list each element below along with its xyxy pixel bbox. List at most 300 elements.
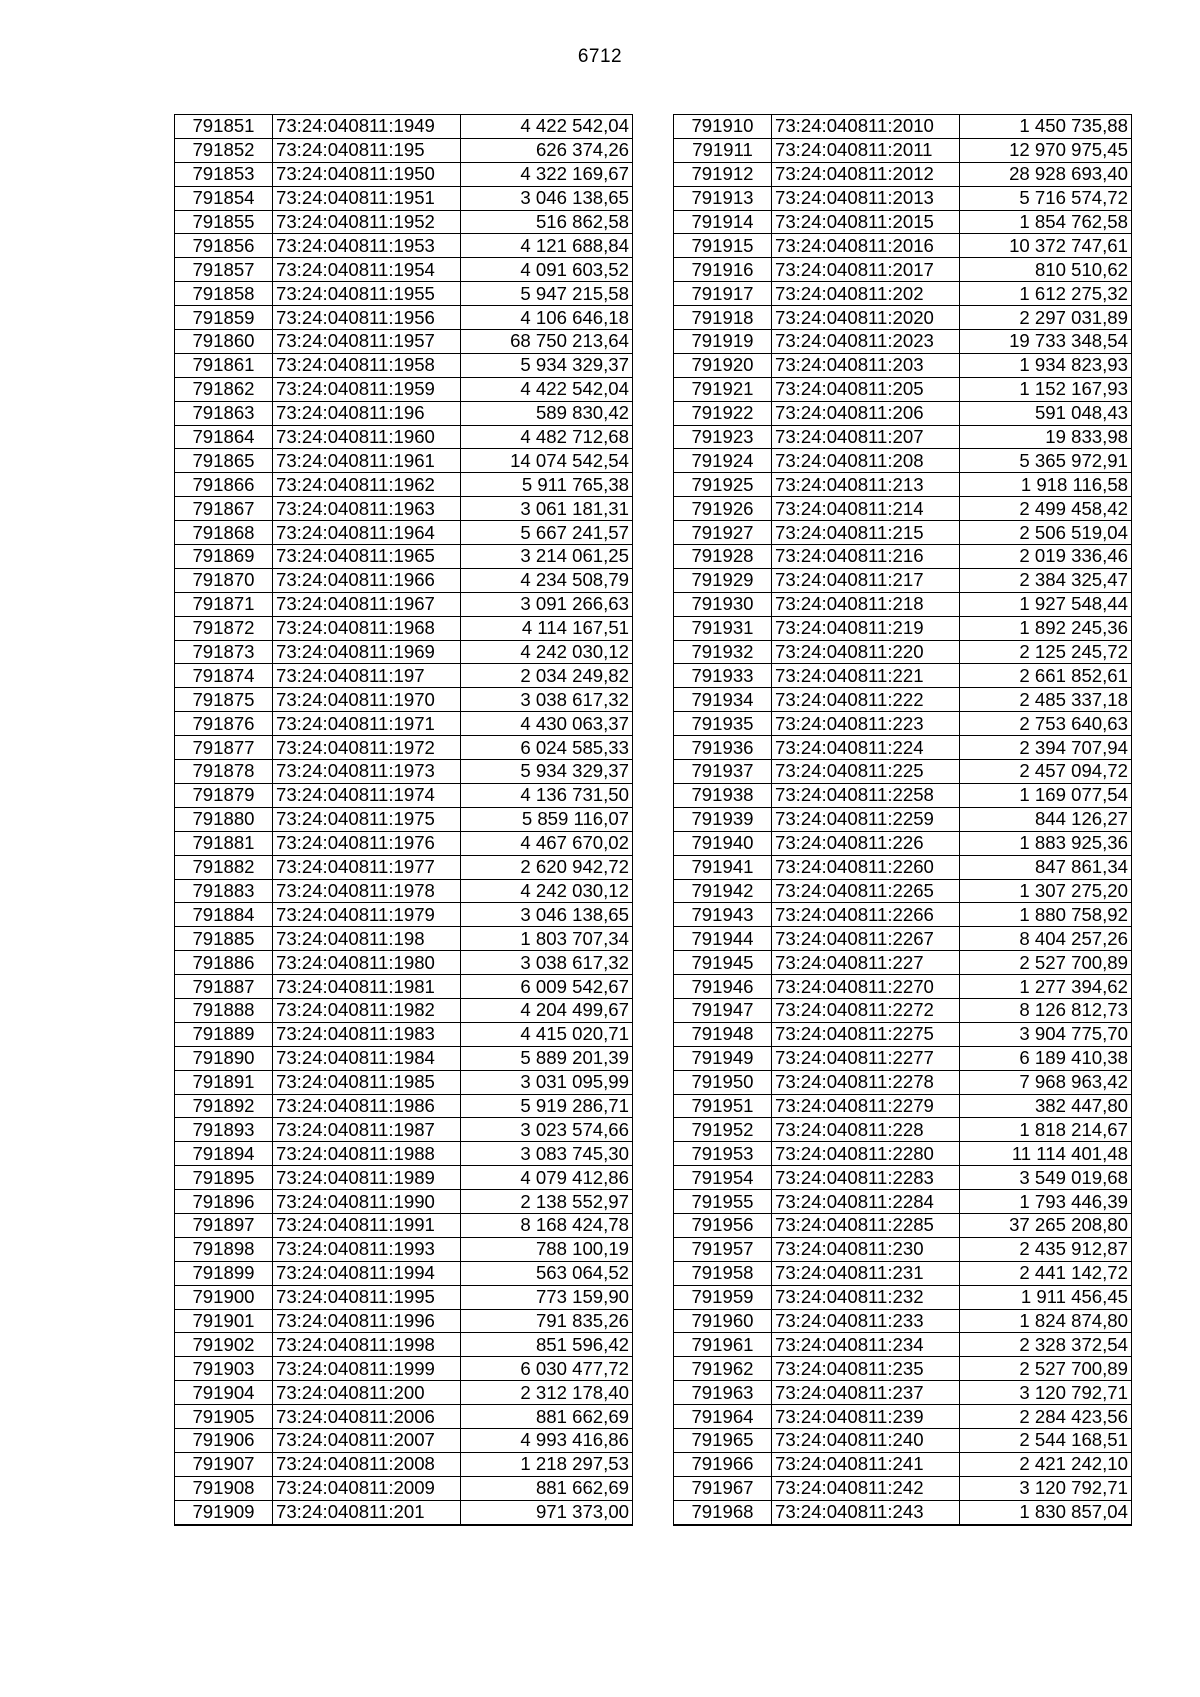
table-row: [674, 1070, 1132, 1094]
value-cell: 4 204 499,67: [461, 998, 633, 1022]
cadastral-number-cell: 73:24:040811:2011: [772, 138, 960, 162]
cadastral-number-cell: 73:24:040811:1973: [273, 760, 461, 784]
cadastral-number-cell: 73:24:040811:2020: [772, 306, 960, 330]
table-row: [674, 998, 1132, 1022]
row-number-cell: 791928: [674, 545, 772, 569]
table-row: [674, 1142, 1132, 1166]
row-number-cell: 791907: [175, 1452, 273, 1476]
table-row: [674, 234, 1132, 258]
value-cell: 8 126 812,73: [960, 998, 1132, 1022]
row-number-cell: 791914: [674, 210, 772, 234]
table-row: [674, 1309, 1132, 1333]
row-number-cell: 791891: [175, 1070, 273, 1094]
value-cell: 2 297 031,89: [960, 306, 1132, 330]
cadastral-number-cell: 73:24:040811:1988: [273, 1142, 461, 1166]
table-row: [175, 1333, 633, 1357]
row-number-cell: 791924: [674, 449, 772, 473]
cadastral-number-cell: 73:24:040811:197: [273, 664, 461, 688]
value-cell: 3 091 266,63: [461, 592, 633, 616]
table-row: [674, 115, 1132, 139]
row-number-cell: 791878: [175, 760, 273, 784]
table-row: [175, 282, 633, 306]
table-row: [175, 138, 633, 162]
value-cell: 1 169 077,54: [960, 783, 1132, 807]
value-cell: 3 120 792,71: [960, 1476, 1132, 1500]
table-row: [674, 401, 1132, 425]
cadastral-number-cell: 73:24:040811:1950: [273, 162, 461, 186]
cadastral-number-cell: 73:24:040811:2272: [772, 998, 960, 1022]
row-number-cell: 791874: [175, 664, 273, 688]
table-row: [674, 640, 1132, 664]
row-number-cell: 791884: [175, 903, 273, 927]
row-number-cell: 791872: [175, 616, 273, 640]
table-row: [175, 306, 633, 330]
row-number-cell: 791896: [175, 1190, 273, 1214]
row-number-cell: 791956: [674, 1213, 772, 1237]
cadastral-number-cell: 73:24:040811:1972: [273, 736, 461, 760]
table-row: [674, 927, 1132, 951]
table-row: [175, 1166, 633, 1190]
table-row: [175, 258, 633, 282]
value-cell: 4 106 646,18: [461, 306, 633, 330]
value-cell: 5 911 765,38: [461, 473, 633, 497]
cadastral-number-cell: 73:24:040811:2258: [772, 783, 960, 807]
row-number-cell: 791908: [175, 1476, 273, 1500]
value-cell: 516 862,58: [461, 210, 633, 234]
value-cell: 5 667 241,57: [461, 521, 633, 545]
cadastral-number-cell: 73:24:040811:234: [772, 1333, 960, 1357]
row-number-cell: 791967: [674, 1476, 772, 1500]
table-row: [674, 1190, 1132, 1214]
cadastral-number-cell: 73:24:040811:215: [772, 521, 960, 545]
cadastral-number-cell: 73:24:040811:206: [772, 401, 960, 425]
cadastral-number-cell: 73:24:040811:216: [772, 545, 960, 569]
value-cell: 5 889 201,39: [461, 1046, 633, 1070]
table-row: [175, 592, 633, 616]
row-number-cell: 791929: [674, 568, 772, 592]
row-number-cell: 791879: [175, 783, 273, 807]
value-cell: 3 083 745,30: [461, 1142, 633, 1166]
table-row: [674, 1213, 1132, 1237]
value-cell: 2 499 458,42: [960, 497, 1132, 521]
table-row: [674, 449, 1132, 473]
table-row: [175, 688, 633, 712]
cadastral-number-cell: 73:24:040811:201: [273, 1500, 461, 1524]
value-cell: 591 048,43: [960, 401, 1132, 425]
value-cell: 3 046 138,65: [461, 186, 633, 210]
value-cell: 4 242 030,12: [461, 879, 633, 903]
cadastral-number-cell: 73:24:040811:220: [772, 640, 960, 664]
row-number-cell: 791913: [674, 186, 772, 210]
cadastral-number-cell: 73:24:040811:1952: [273, 210, 461, 234]
value-cell: 1 818 214,67: [960, 1118, 1132, 1142]
cadastral-number-cell: 73:24:040811:1955: [273, 282, 461, 306]
value-cell: 1 934 823,93: [960, 353, 1132, 377]
cadastral-number-cell: 73:24:040811:1986: [273, 1094, 461, 1118]
cadastral-number-cell: 73:24:040811:228: [772, 1118, 960, 1142]
value-cell: 5 934 329,37: [461, 760, 633, 784]
row-number-cell: 791877: [175, 736, 273, 760]
table-row: [175, 115, 633, 139]
row-number-cell: 791962: [674, 1357, 772, 1381]
cadastral-number-cell: 73:24:040811:2016: [772, 234, 960, 258]
table-row: [674, 1428, 1132, 1452]
cadastral-number-cell: 73:24:040811:1977: [273, 855, 461, 879]
value-cell: 2 394 707,94: [960, 736, 1132, 760]
row-number-cell: 791966: [674, 1452, 772, 1476]
value-cell: 3 904 775,70: [960, 1022, 1132, 1046]
value-cell: 3 038 617,32: [461, 951, 633, 975]
table-row: [175, 760, 633, 784]
value-cell: 2 457 094,72: [960, 760, 1132, 784]
table-row: [175, 616, 633, 640]
cadastral-number-cell: 73:24:040811:1995: [273, 1285, 461, 1309]
value-cell: 6 030 477,72: [461, 1357, 633, 1381]
table-row: [175, 473, 633, 497]
row-number-cell: 791955: [674, 1190, 772, 1214]
cadastral-number-cell: 73:24:040811:213: [772, 473, 960, 497]
row-number-cell: 791880: [175, 807, 273, 831]
row-number-cell: 791865: [175, 449, 273, 473]
table-row: [674, 760, 1132, 784]
row-number-cell: 791932: [674, 640, 772, 664]
value-cell: 12 970 975,45: [960, 138, 1132, 162]
row-number-cell: 791871: [175, 592, 273, 616]
cadastral-number-cell: 73:24:040811:1993: [273, 1237, 461, 1261]
table-row: [175, 640, 633, 664]
row-number-cell: 791918: [674, 306, 772, 330]
table-row: [175, 855, 633, 879]
table-row: [175, 1118, 633, 1142]
table-row: [175, 1046, 633, 1070]
cadastral-number-cell: 73:24:040811:232: [772, 1285, 960, 1309]
value-cell: 1 911 456,45: [960, 1285, 1132, 1309]
row-number-cell: 791945: [674, 951, 772, 975]
row-number-cell: 791866: [175, 473, 273, 497]
cadastral-number-cell: 73:24:040811:2280: [772, 1142, 960, 1166]
cadastral-number-cell: 73:24:040811:195: [273, 138, 461, 162]
cadastral-number-cell: 73:24:040811:2285: [772, 1213, 960, 1237]
row-number-cell: 791853: [175, 162, 273, 186]
cadastral-number-cell: 73:24:040811:2284: [772, 1190, 960, 1214]
cadastral-number-cell: 73:24:040811:2283: [772, 1166, 960, 1190]
value-cell: 844 126,27: [960, 807, 1132, 831]
page-number: 6712: [577, 46, 623, 67]
row-number-cell: 791927: [674, 521, 772, 545]
value-cell: 28 928 693,40: [960, 162, 1132, 186]
value-cell: 3 046 138,65: [461, 903, 633, 927]
value-cell: 2 661 852,61: [960, 664, 1132, 688]
table-row: [674, 1285, 1132, 1309]
cadastral-number-cell: 73:24:040811:2277: [772, 1046, 960, 1070]
table-row: [175, 210, 633, 234]
value-cell: 3 061 181,31: [461, 497, 633, 521]
value-cell: 37 265 208,80: [960, 1213, 1132, 1237]
table-row: [674, 210, 1132, 234]
cadastral-number-cell: 73:24:040811:1968: [273, 616, 461, 640]
table-row: [175, 927, 633, 951]
table-row: [674, 306, 1132, 330]
table-row: [674, 1357, 1132, 1381]
cadastral-number-cell: 73:24:040811:2017: [772, 258, 960, 282]
value-cell: 2 485 337,18: [960, 688, 1132, 712]
cadastral-number-cell: 73:24:040811:1982: [273, 998, 461, 1022]
value-cell: 2 034 249,82: [461, 664, 633, 688]
cadastral-number-cell: 73:24:040811:1981: [273, 975, 461, 999]
row-number-cell: 791940: [674, 831, 772, 855]
table-row: [674, 258, 1132, 282]
value-cell: 1 612 275,32: [960, 282, 1132, 306]
row-number-cell: 791941: [674, 855, 772, 879]
value-cell: 1 803 707,34: [461, 927, 633, 951]
row-number-cell: 791948: [674, 1022, 772, 1046]
row-number-cell: 791916: [674, 258, 772, 282]
value-cell: 881 662,69: [461, 1405, 633, 1429]
row-number-cell: 791873: [175, 640, 273, 664]
cadastral-number-cell: 73:24:040811:2278: [772, 1070, 960, 1094]
value-cell: 2 421 242,10: [960, 1452, 1132, 1476]
table-row: [674, 162, 1132, 186]
row-number-cell: 791938: [674, 783, 772, 807]
value-cell: 2 753 640,63: [960, 712, 1132, 736]
value-cell: 2 441 142,72: [960, 1261, 1132, 1285]
row-number-cell: 791901: [175, 1309, 273, 1333]
value-cell: 2 506 519,04: [960, 521, 1132, 545]
table-row: [674, 138, 1132, 162]
right-table-body: [674, 115, 1132, 1525]
table-row: [674, 1022, 1132, 1046]
row-number-cell: 791939: [674, 807, 772, 831]
row-number-cell: 791858: [175, 282, 273, 306]
cadastral-number-cell: 73:24:040811:230: [772, 1237, 960, 1261]
table-row: [175, 353, 633, 377]
table-row: [674, 353, 1132, 377]
row-number-cell: 791875: [175, 688, 273, 712]
row-number-cell: 791887: [175, 975, 273, 999]
value-cell: 1 883 925,36: [960, 831, 1132, 855]
value-cell: 4 415 020,71: [461, 1022, 633, 1046]
cadastral-number-cell: 73:24:040811:1951: [273, 186, 461, 210]
value-cell: 2 527 700,89: [960, 1357, 1132, 1381]
value-cell: 2 544 168,51: [960, 1428, 1132, 1452]
table-row: [674, 1261, 1132, 1285]
table-row: [175, 736, 633, 760]
row-number-cell: 791906: [175, 1428, 273, 1452]
table-row: [175, 1428, 633, 1452]
cadastral-number-cell: 73:24:040811:1957: [273, 330, 461, 354]
table-row: [175, 449, 633, 473]
value-cell: 4 079 412,86: [461, 1166, 633, 1190]
cadastral-number-cell: 73:24:040811:2259: [772, 807, 960, 831]
value-cell: 11 114 401,48: [960, 1142, 1132, 1166]
table-row: [674, 736, 1132, 760]
table-row: [674, 1405, 1132, 1429]
cadastral-number-cell: 73:24:040811:2007: [273, 1428, 461, 1452]
table-row: [175, 831, 633, 855]
cadastral-number-cell: 73:24:040811:1985: [273, 1070, 461, 1094]
table-row: [674, 1046, 1132, 1070]
cadastral-number-cell: 73:24:040811:223: [772, 712, 960, 736]
value-cell: 5 716 574,72: [960, 186, 1132, 210]
value-cell: 3 214 061,25: [461, 545, 633, 569]
row-number-cell: 791930: [674, 592, 772, 616]
value-cell: 2 138 552,97: [461, 1190, 633, 1214]
value-cell: 851 596,42: [461, 1333, 633, 1357]
row-number-cell: 791859: [175, 306, 273, 330]
value-cell: 3 038 617,32: [461, 688, 633, 712]
row-number-cell: 791893: [175, 1118, 273, 1142]
table-row: [674, 592, 1132, 616]
row-number-cell: 791870: [175, 568, 273, 592]
table-row: [175, 998, 633, 1022]
value-cell: 5 947 215,58: [461, 282, 633, 306]
row-number-cell: 791958: [674, 1261, 772, 1285]
cadastral-number-cell: 73:24:040811:227: [772, 951, 960, 975]
cadastral-number-cell: 73:24:040811:1976: [273, 831, 461, 855]
value-cell: 881 662,69: [461, 1476, 633, 1500]
value-cell: 8 404 257,26: [960, 927, 1132, 951]
table-row: [674, 688, 1132, 712]
table-row: [175, 1381, 633, 1405]
cadastral-number-cell: 73:24:040811:1961: [273, 449, 461, 473]
row-number-cell: 791946: [674, 975, 772, 999]
cadastral-number-cell: 73:24:040811:1959: [273, 377, 461, 401]
value-cell: 4 242 030,12: [461, 640, 633, 664]
right-table: [673, 114, 1132, 1526]
cadastral-number-cell: 73:24:040811:1969: [273, 640, 461, 664]
cadastral-number-cell: 73:24:040811:239: [772, 1405, 960, 1429]
value-cell: 6 189 410,38: [960, 1046, 1132, 1070]
cadastral-number-cell: 73:24:040811:1975: [273, 807, 461, 831]
table-row: [674, 903, 1132, 927]
table-row: [674, 855, 1132, 879]
table-row: [674, 473, 1132, 497]
row-number-cell: 791897: [175, 1213, 273, 1237]
row-number-cell: 791951: [674, 1094, 772, 1118]
value-cell: 1 218 297,53: [461, 1452, 633, 1476]
table-row: [175, 1357, 633, 1381]
value-cell: 68 750 213,64: [461, 330, 633, 354]
cadastral-number-cell: 73:24:040811:2012: [772, 162, 960, 186]
value-cell: 4 422 542,04: [461, 377, 633, 401]
row-number-cell: 791861: [175, 353, 273, 377]
table-row: [674, 1452, 1132, 1476]
value-cell: 6 024 585,33: [461, 736, 633, 760]
value-cell: 2 328 372,54: [960, 1333, 1132, 1357]
row-number-cell: 791919: [674, 330, 772, 354]
row-number-cell: 791856: [175, 234, 273, 258]
row-number-cell: 791953: [674, 1142, 772, 1166]
value-cell: 1 152 167,93: [960, 377, 1132, 401]
cadastral-number-cell: 73:24:040811:1970: [273, 688, 461, 712]
table-row: [175, 234, 633, 258]
value-cell: 1 277 394,62: [960, 975, 1132, 999]
value-cell: 7 968 963,42: [960, 1070, 1132, 1094]
row-number-cell: 791889: [175, 1022, 273, 1046]
table-row: [175, 425, 633, 449]
row-number-cell: 791936: [674, 736, 772, 760]
table-row: [175, 521, 633, 545]
row-number-cell: 791950: [674, 1070, 772, 1094]
row-number-cell: 791917: [674, 282, 772, 306]
value-cell: 14 074 542,54: [461, 449, 633, 473]
cadastral-number-cell: 73:24:040811:1954: [273, 258, 461, 282]
table-row: [175, 712, 633, 736]
table-row: [674, 1118, 1132, 1142]
cadastral-number-cell: 73:24:040811:2270: [772, 975, 960, 999]
table-row: [674, 807, 1132, 831]
cadastral-number-cell: 73:24:040811:1966: [273, 568, 461, 592]
cadastral-number-cell: 73:24:040811:1949: [273, 115, 461, 139]
cadastral-number-cell: 73:24:040811:1996: [273, 1309, 461, 1333]
table-row: [175, 1070, 633, 1094]
table-row: [674, 186, 1132, 210]
cadastral-number-cell: 73:24:040811:214: [772, 497, 960, 521]
cadastral-number-cell: 73:24:040811:2279: [772, 1094, 960, 1118]
cadastral-number-cell: 73:24:040811:2013: [772, 186, 960, 210]
table-row: [175, 330, 633, 354]
value-cell: 4 422 542,04: [461, 115, 633, 139]
row-number-cell: 791920: [674, 353, 772, 377]
table-row: [175, 1309, 633, 1333]
value-cell: 626 374,26: [461, 138, 633, 162]
table-row: [175, 783, 633, 807]
cadastral-number-cell: 73:24:040811:240: [772, 1428, 960, 1452]
cadastral-number-cell: 73:24:040811:1962: [273, 473, 461, 497]
value-cell: 4 091 603,52: [461, 258, 633, 282]
table-row: [175, 1094, 633, 1118]
value-cell: 5 934 329,37: [461, 353, 633, 377]
cadastral-number-cell: 73:24:040811:1971: [273, 712, 461, 736]
value-cell: 5 365 972,91: [960, 449, 1132, 473]
value-cell: 1 824 874,80: [960, 1309, 1132, 1333]
cadastral-number-cell: 73:24:040811:208: [772, 449, 960, 473]
row-number-cell: 791960: [674, 1309, 772, 1333]
cadastral-number-cell: 73:24:040811:1965: [273, 545, 461, 569]
row-number-cell: 791959: [674, 1285, 772, 1309]
cadastral-number-cell: 73:24:040811:2023: [772, 330, 960, 354]
row-number-cell: 791922: [674, 401, 772, 425]
row-number-cell: 791885: [175, 927, 273, 951]
row-number-cell: 791895: [175, 1166, 273, 1190]
cadastral-number-cell: 73:24:040811:243: [772, 1500, 960, 1524]
value-cell: 589 830,42: [461, 401, 633, 425]
table-row: [674, 1237, 1132, 1261]
row-number-cell: 791900: [175, 1285, 273, 1309]
table-row: [175, 545, 633, 569]
row-number-cell: 791909: [175, 1500, 273, 1524]
table-row: [674, 879, 1132, 903]
table-row: [175, 1213, 633, 1237]
row-number-cell: 791944: [674, 927, 772, 951]
value-cell: 2 527 700,89: [960, 951, 1132, 975]
cadastral-number-cell: 73:24:040811:1998: [273, 1333, 461, 1357]
table-row: [175, 377, 633, 401]
value-cell: 2 019 336,46: [960, 545, 1132, 569]
cadastral-number-cell: 73:24:040811:198: [273, 927, 461, 951]
row-number-cell: 791921: [674, 377, 772, 401]
row-number-cell: 791854: [175, 186, 273, 210]
cadastral-number-cell: 73:24:040811:221: [772, 664, 960, 688]
value-cell: 4 121 688,84: [461, 234, 633, 258]
row-number-cell: 791949: [674, 1046, 772, 1070]
cadastral-number-cell: 73:24:040811:1990: [273, 1190, 461, 1214]
value-cell: 3 549 019,68: [960, 1166, 1132, 1190]
table-row: [175, 1452, 633, 1476]
cadastral-number-cell: 73:24:040811:2008: [273, 1452, 461, 1476]
value-cell: 1 830 857,04: [960, 1500, 1132, 1524]
cadastral-number-cell: 73:24:040811:2015: [772, 210, 960, 234]
